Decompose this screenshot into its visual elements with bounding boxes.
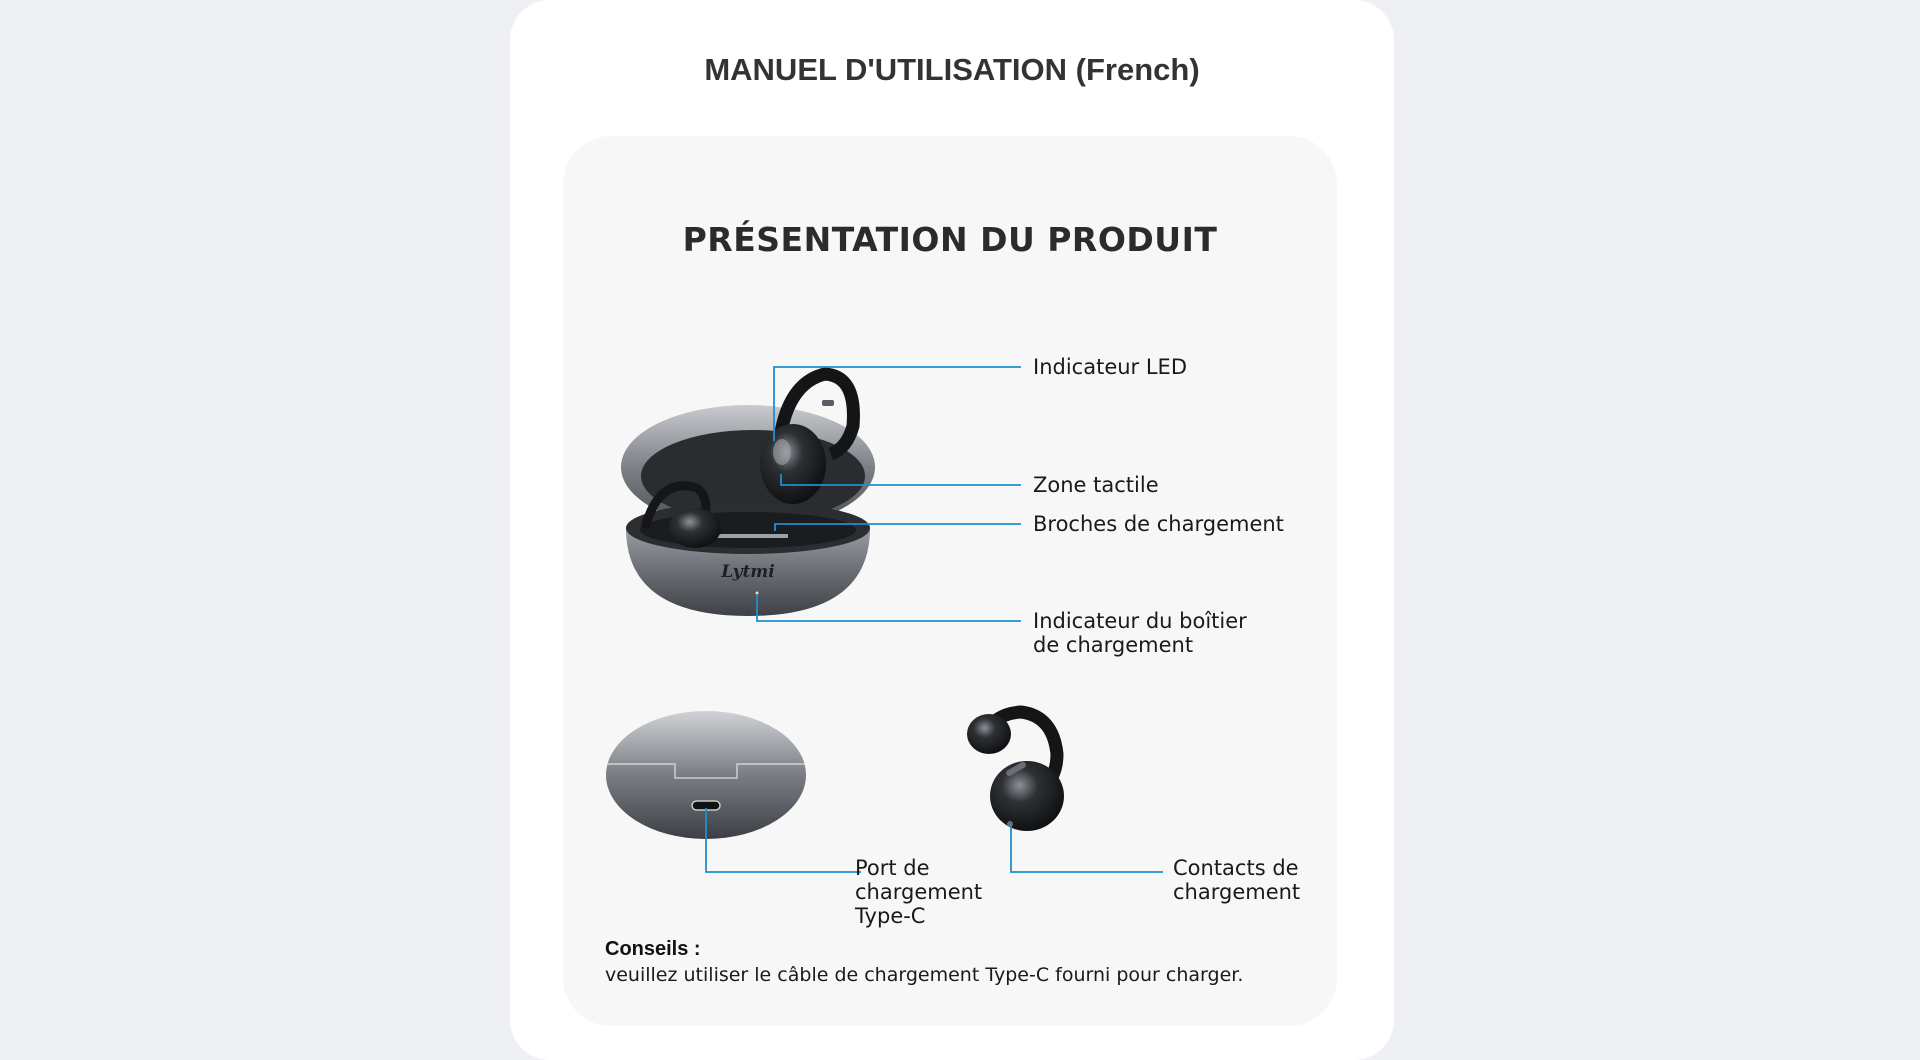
label-case-indicator-line1: Indicateur du boîtier <box>1033 609 1247 633</box>
manual-title: MANUEL D'UTILISATION (French) <box>704 52 1200 87</box>
case-indicator-dot <box>756 592 759 595</box>
label-contacts-line2: chargement <box>1173 880 1301 904</box>
label-port-line1: Port de <box>855 856 930 880</box>
single-earbud <box>967 712 1064 831</box>
leader-contacts <box>1011 824 1163 872</box>
label-led-indicator: Indicateur LED <box>1033 355 1187 379</box>
tips-body: veuillez utiliser le câble de chargement Type-C fourni pour charger. <box>605 964 1244 986</box>
label-touch-zone: Zone tactile <box>1033 473 1159 497</box>
label-case-indicator-line2: de chargement <box>1033 633 1194 657</box>
tips-heading: Conseils : <box>605 938 701 960</box>
product-overview-panel <box>563 136 1337 1026</box>
brand-logo: Lytmi <box>721 562 775 582</box>
section-title: PRÉSENTATION DU PRODUIT <box>682 220 1218 259</box>
manual-page <box>510 0 1394 1060</box>
label-contacts-line1: Contacts de <box>1173 856 1299 880</box>
label-port-line3: Type-C <box>855 904 926 928</box>
label-charging-pins: Broches de chargement <box>1033 512 1284 536</box>
label-port-line2: chargement <box>855 880 983 904</box>
open-case-base <box>626 502 870 616</box>
